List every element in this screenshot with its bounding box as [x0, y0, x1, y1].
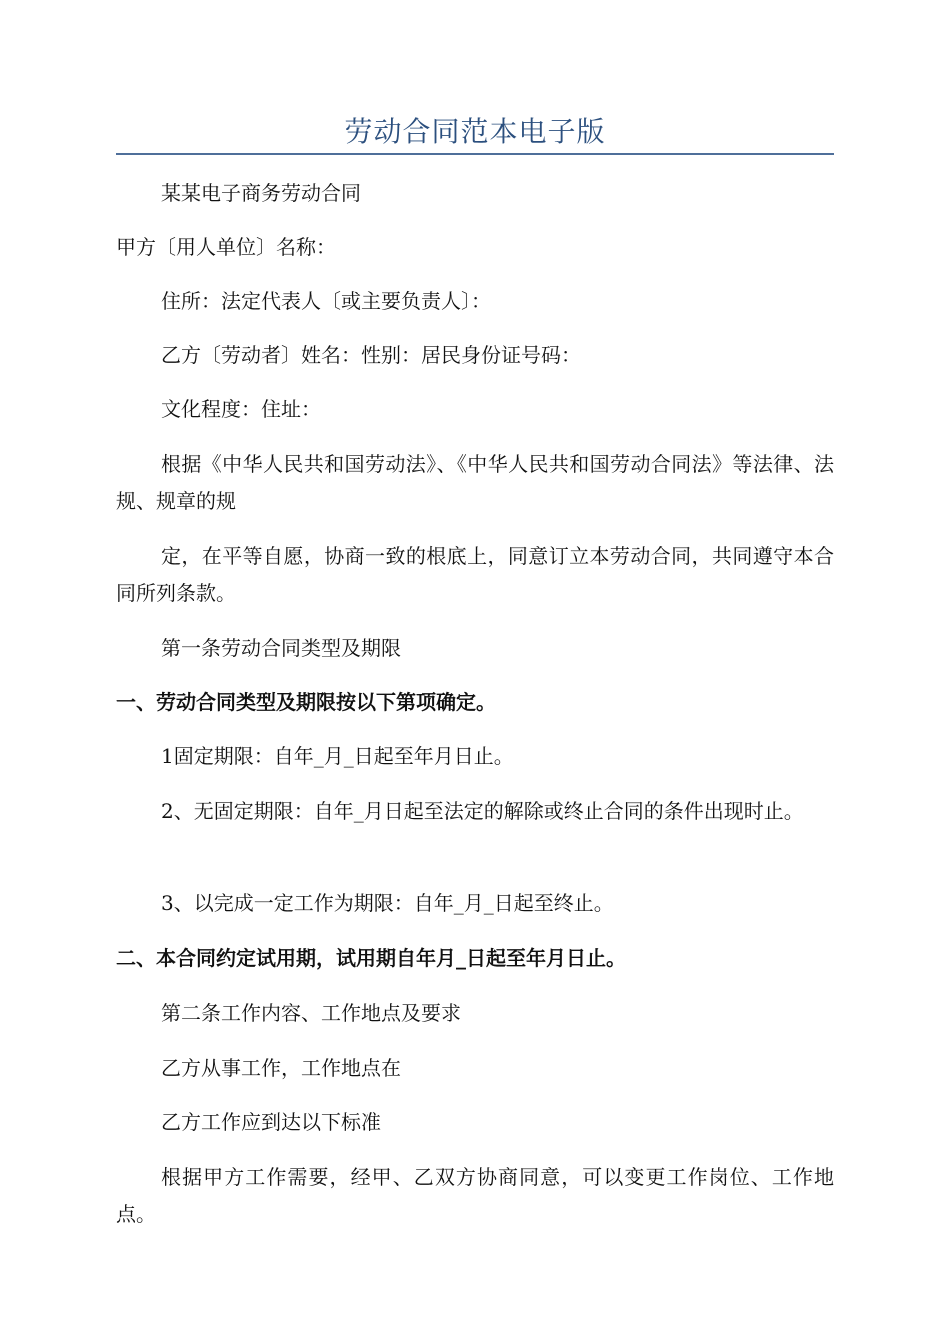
agreement-paragraph: 定，在平等自愿，协商一致的根底上，同意订立本劳动合同，共同遵守本合同所列条款。	[116, 544, 834, 605]
work-standard-line: 乙方工作应到达以下标准	[161, 1110, 381, 1134]
open-term-item: 2、无固定期限：自年_月日起至法定的解除或终止合同的条件出现时止。	[161, 799, 804, 823]
section-1-heading: 一、劳动合同类型及期限按以下第项确定。	[116, 690, 496, 714]
party-b-education-line: 文化程度：住址：	[161, 397, 321, 421]
work-location-line: 乙方从事工作，工作地点在	[161, 1056, 401, 1080]
task-term-item: 3、以完成一定工作为期限：自年_月_日起至终止。	[161, 891, 614, 915]
party-b-info-line: 乙方〔劳动者〕姓名：性别：居民身份证号码：	[161, 343, 581, 367]
document-title: 劳动合同范本电子版	[344, 115, 606, 148]
article-2-heading: 第二条工作内容、工作地点及要求	[161, 1001, 461, 1025]
party-a-address-line: 住所：法定代表人〔或主要负责人〕：	[161, 289, 491, 313]
fixed-term-item: 1固定期限：自年_月_日起至年月日止。	[161, 744, 514, 768]
party-a-name-line: 甲方〔用人单位〕名称：	[116, 235, 336, 259]
section-2-heading: 二、本合同约定试用期，试用期自年月_日起至年月日止。	[116, 946, 626, 970]
title-underline	[116, 153, 834, 155]
article-1-heading: 第一条劳动合同类型及期限	[161, 636, 401, 660]
job-change-paragraph: 根据甲方工作需要，经甲、乙双方协商同意，可以变更工作岗位、工作地点。	[116, 1165, 834, 1226]
contract-heading: 某某电子商务劳动合同	[161, 181, 361, 205]
legal-basis-paragraph: 根据《中华人民共和国劳动法》、《中华人民共和国劳动合同法》等法律、法规、规章的规	[116, 452, 834, 513]
